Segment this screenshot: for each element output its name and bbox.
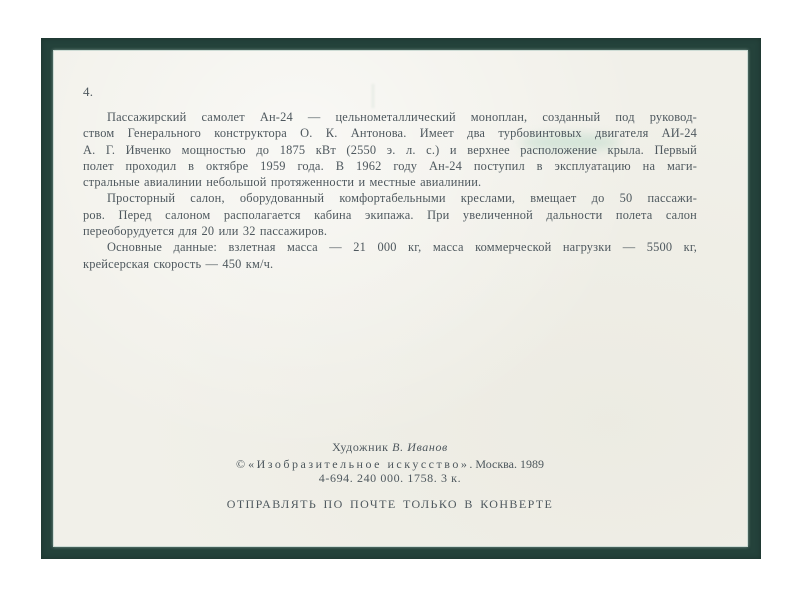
body-text [83,109,697,272]
postcard-green-frame [41,38,761,559]
text-line: стральные авиалинии небольшой протяженности и местные авиалинии. [83,175,482,190]
paragraph [83,190,697,239]
text-line: ством Генерального конструктора О. К. Антонова. Имеет два турбовинтовых двигателя АИ-24 [83,126,697,141]
city-year: . Москва. 1989 [469,457,545,471]
publisher-name: «Изобразительное искусство» [248,457,470,471]
artist-name: В. Иванов [392,440,448,454]
artist-line [83,437,697,457]
text-line: ров. Перед салоном располагается кабина экипажа. При увеличенной дальности полета салон [83,207,697,222]
text-line: переоборудуется для 20 или 32 пассажиров. [83,224,328,239]
copyright-symbol: © [235,457,246,471]
artist-label: Художник [332,440,389,454]
text-line: Просторный салон, оборудованный комфортабельными креслами, вмещает до 50 пассажи- [107,191,697,206]
colophon [83,437,697,512]
page-number: 4. [83,84,94,99]
text-line: А. Г. Ивченко мощностью до 1875 кВт (2550 э. л. с.) и верхнее расположение крыла. Первый [83,142,697,157]
text-line: полет проходил в октябре 1959 года. В 1962 году Ан-24 поступил в эксплуатацию на маги- [83,158,697,173]
print-code: 4-694. 240 000. 1758. 3 к. [318,471,462,485]
text-line: крейсерская скорость — 450 км/ч. [83,256,274,271]
text-line: Пассажирский самолет Ан-24 — цельнометаллический моноплан, созданный под руковод- [107,110,697,124]
mailing-notice: ОТПРАВЛЯТЬ ПО ПОЧТЕ ТОЛЬКО В КОНВЕРТЕ [226,497,554,511]
scan-scratch-artifact [372,84,374,108]
paragraph [83,109,697,190]
paragraph [83,239,697,272]
postcard-card [54,51,747,546]
text-line: Основные данные: взлетная масса — 21 000 кг, масса коммерческой нагрузки — 5500 кг, [107,240,697,255]
copyright-line [83,457,697,471]
